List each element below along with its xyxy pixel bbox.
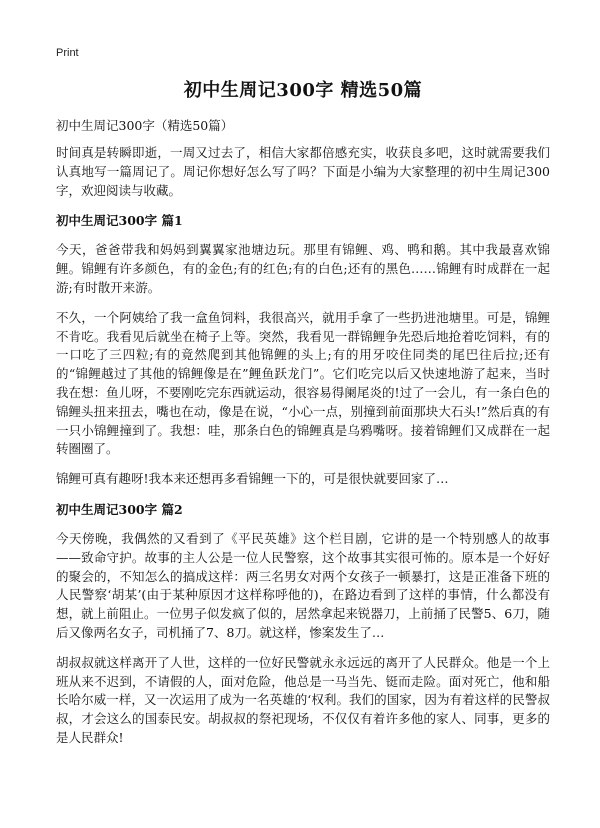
section-paragraph: 不久，一个阿姨给了我一盒鱼饲料，我很高兴，就用手拿了一些扔进池塘里。可是，锦鲤不肯吃。我看见后就坐在椅子上等。突然，我看见一群锦鲤争先恐后地抢着吃饲料，有的一口吃了三四粒;有的竟然爬到其他锦鲤的头上;有的用牙咬住同类的尾巴往后拉;还有的“锦鲤越过了其他的锦鲤像是在”鲤鱼跃龙门”。它们吃完以后又快速地游了起来，当时我在想：鱼儿呀，不要刚吃完东西就运动，很容易得阑尾炎的!过了一会儿，有一条白色的锦鲤头扭来扭去，嘴也在动，像是在说，“小心一点，别撞到前面那块大石头!”然后真的有一只小锦鲤撞到了。我想：哇，那条白色的锦鲤真是乌鸦嘴呀。接着锦鲤们又成群在一起转圈圈了。 (56, 309, 550, 457)
print-link[interactable]: Print (56, 47, 79, 59)
section-heading: 初中生周记300字 篇2 (56, 501, 183, 517)
document-body (56, 78, 550, 759)
document-subtitle: 初中生周记300字（精选50篇） (56, 118, 234, 133)
page-title: 初中生周记300字 精选50篇 (183, 80, 423, 101)
intro-paragraph: 时间真是转瞬即逝，一周又过去了，相信大家都倍感充实，收获良多吧，这时就需要我们认真地写一篇周记了。周记你想好怎么写了吗？下面是小编为大家整理的初中生周记300字，欢迎阅读与收藏。 (56, 145, 550, 198)
section-paragraph: 今天傍晚，我偶然的又看到了《平民英雄》这个栏目剧，它讲的是一个特别感人的故事——致命守护。故事的主人公是一位人民警察，这个故事其实很可怖的。原本是一个好好的聚会的，不知怎么的搞成这样：两三名男女对两个女孩子一顿暴打，这是正准备下班的人民警察‘胡某’(由于某种原因才这样称呼他的)，在路边看到了这样的事情，什么都没有想，就上前阻止。一位男子似发疯了似的，居然拿起来锐器刀，上前捅了民警5、6刀，随后又像两名女子，司机捅了7、8刀。就这样，惨案发生了… (56, 530, 550, 640)
section-paragraph: 今天，爸爸带我和妈妈到翼翼家池塘边玩。那里有锦鲤、鸡、鸭和鹅。其中我最喜欢锦鲤。锦鲤有许多颜色，有的金色;有的红色;有的白色;还有的黑色……锦鲤有时成群在一起游;有时散开来游。 (56, 242, 550, 295)
section-paragraph: 锦鲤可真有趣呀!我本来还想再多看锦鲤一下的，可是很快就要回家了… (56, 471, 449, 487)
section-paragraph: 胡叔叔就这样离开了人世，这样的一位好民警就永永远远的离开了人民群众。他是一个上班从来不迟到，不请假的人，面对危险，他总是一马当先、铤而走险。面对死亡，他和船长哈尔威一样，又一次运用了成为一名英雄的‘权利。我们的国家，因为有着这样的民警叔叔，才会这么的国泰民安。胡叔叔的祭祀现场，不仅仅有着许多他的家人、同事，更多的是人民群众! (56, 654, 550, 745)
section-heading: 初中生周记300字 篇1 (56, 213, 183, 229)
